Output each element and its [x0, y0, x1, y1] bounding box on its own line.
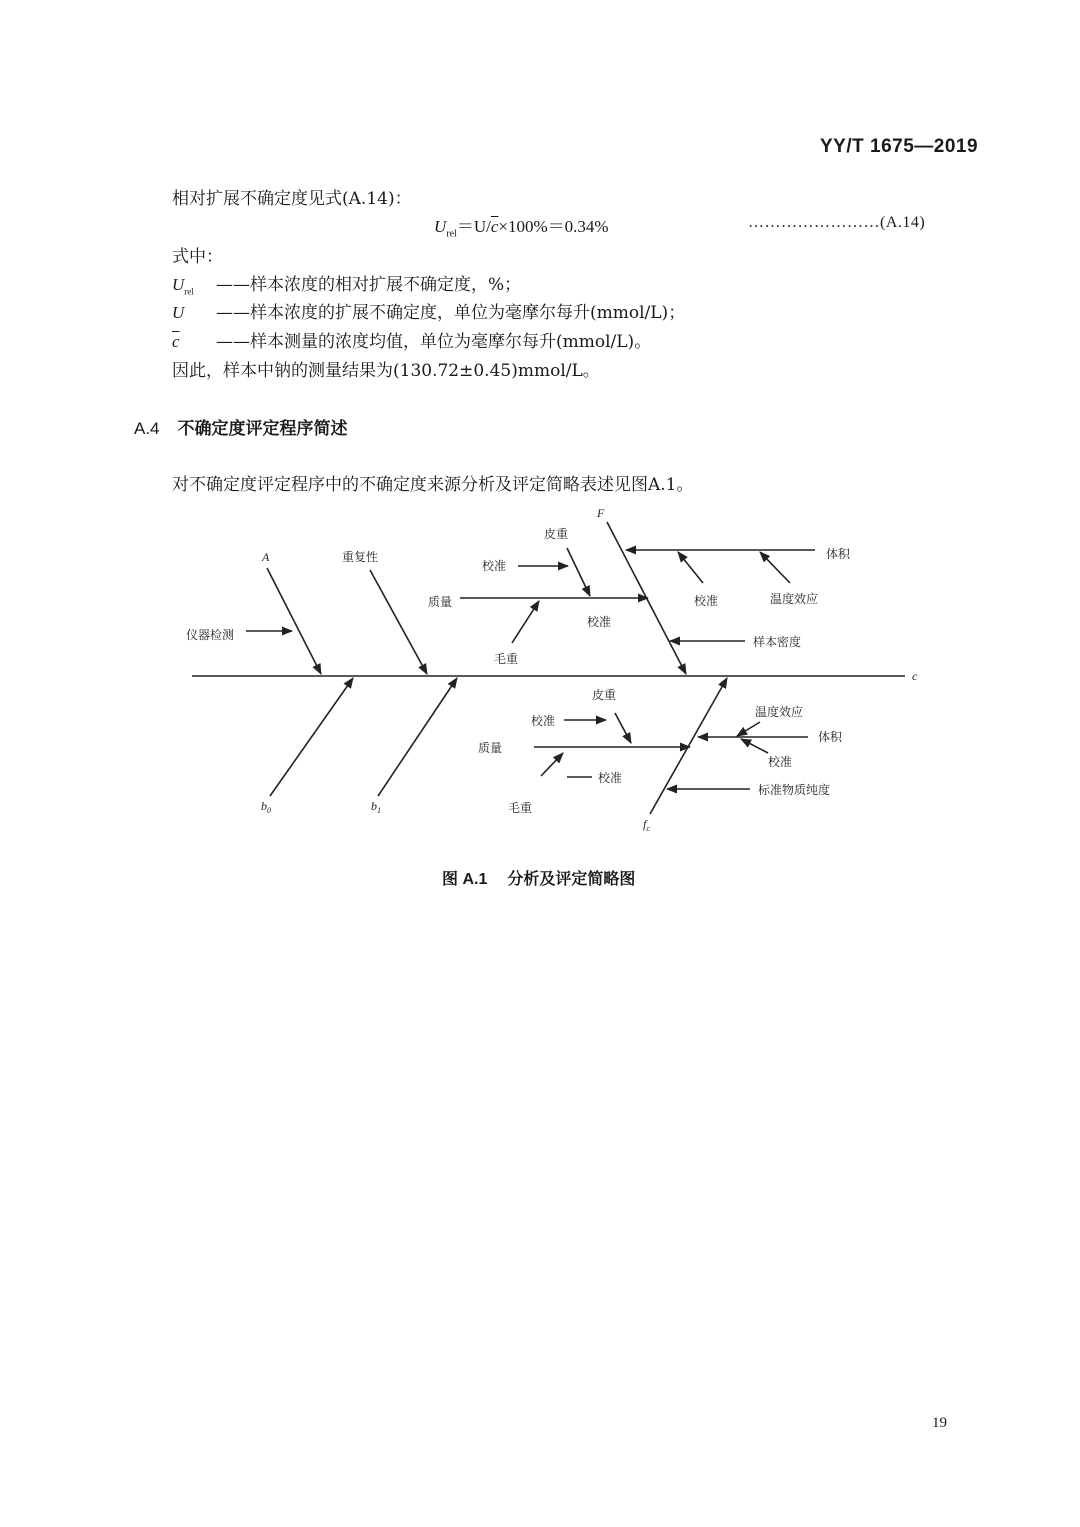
- label-fc: $f_c$: [643, 817, 650, 833]
- figure-number: 图 A.1: [442, 871, 488, 888]
- section-heading: [134, 414, 348, 439]
- label-b0: $b_0$: [261, 799, 271, 815]
- def-symbol: U: [172, 303, 185, 322]
- label-a: A: [262, 550, 270, 564]
- conclusion-text: 因此，样本中钠的测量结果为(130.72±0.45)mmol/L。: [172, 361, 600, 381]
- equation-number: ……………………(A.14): [748, 214, 926, 231]
- bone-fc: [650, 678, 727, 814]
- intro-text: 相对扩展不确定度见式(A.14)：: [172, 189, 412, 209]
- branch-gross-top: [512, 601, 539, 643]
- label-calib-bot-right: 校准: [768, 755, 793, 769]
- def-text: ——样本测量的浓度均值，单位为毫摩尔每升(mmol/L)。: [216, 332, 652, 352]
- label-gross-top: 毛重: [494, 652, 519, 666]
- bone-b0: [270, 678, 353, 796]
- bone-a: [267, 568, 321, 674]
- bone-b1: [378, 678, 457, 796]
- figure-title: 分析及评定简略图: [507, 871, 636, 888]
- label-temp-bot: 温度效应: [755, 705, 804, 719]
- definition-urel: [172, 270, 521, 296]
- formula-eq: ＝U/: [456, 217, 491, 236]
- section-title: 不确定度评定程序简述: [177, 419, 348, 438]
- formula-lhs: U: [434, 217, 447, 236]
- bone-repeatability: [370, 570, 427, 674]
- label-tare-top: 皮重: [544, 527, 569, 541]
- def-text: ——样本浓度的扩展不确定度，单位为毫摩尔每升(mmol/L)；: [216, 303, 686, 323]
- label-instrument: 仪器检测: [186, 628, 235, 642]
- branch-temp-bot: [737, 722, 760, 736]
- label-temp-top: 温度效应: [770, 592, 819, 606]
- page-number: 19: [932, 1415, 947, 1431]
- label-volume-bot: 体积: [818, 730, 843, 744]
- branch-tare-bot: [615, 713, 631, 743]
- formula-lhs-sub: rel: [446, 228, 457, 240]
- section-text: 对不确定度评定程序中的不确定度来源分析及评定简略表述见图A.1。: [172, 475, 694, 495]
- fishbone-diagram: [0, 500, 1080, 845]
- label-gross-bot: 毛重: [508, 801, 533, 815]
- label-density: 样本密度: [753, 635, 802, 649]
- where-label: 式中：: [172, 247, 223, 267]
- label-calib-top-left: 校准: [482, 559, 507, 573]
- def-text: ——样本浓度的相对扩展不确定度，%；: [216, 275, 522, 295]
- def-symbol-sub: rel: [184, 286, 194, 297]
- formula: [434, 212, 609, 239]
- branch-gross-bot: [541, 753, 563, 776]
- branch-calib-vol-top: [678, 552, 703, 583]
- standard-code: YY/T 1675—2019: [820, 136, 979, 157]
- label-mass-top: 质量: [428, 595, 453, 609]
- label-repeatability: 重复性: [342, 550, 379, 564]
- label-calib-top-mid: 校准: [587, 615, 612, 629]
- section-number: A.4: [134, 419, 160, 438]
- branch-temp-top: [760, 552, 790, 583]
- label-tare-bot: 皮重: [592, 688, 617, 702]
- label-mass-bot: 质量: [478, 741, 503, 755]
- figure-caption: [442, 866, 635, 889]
- branch-calib-vol-bot: [741, 739, 768, 753]
- label-calib-bot-left: 校准: [531, 714, 556, 728]
- label-b1: $b_1$: [371, 799, 381, 815]
- definition-u: [172, 298, 685, 323]
- formula-rest: ×100%＝0.34%: [498, 217, 609, 236]
- label-effect-c: c: [912, 669, 918, 683]
- label-f: F: [597, 506, 605, 520]
- def-symbol: U: [172, 275, 185, 294]
- branch-tare-top: [567, 548, 590, 596]
- formula-cbar: $\overline{c}$: [490, 217, 499, 236]
- label-calib-bot-mid: 校准: [598, 771, 623, 785]
- label-volume-top: 体积: [826, 547, 851, 561]
- def-symbol: $\overline{c}$: [172, 332, 180, 351]
- label-calib-top-right: 校准: [694, 594, 719, 608]
- definition-cbar: [172, 327, 651, 352]
- label-purity: 标准物质纯度: [758, 783, 831, 797]
